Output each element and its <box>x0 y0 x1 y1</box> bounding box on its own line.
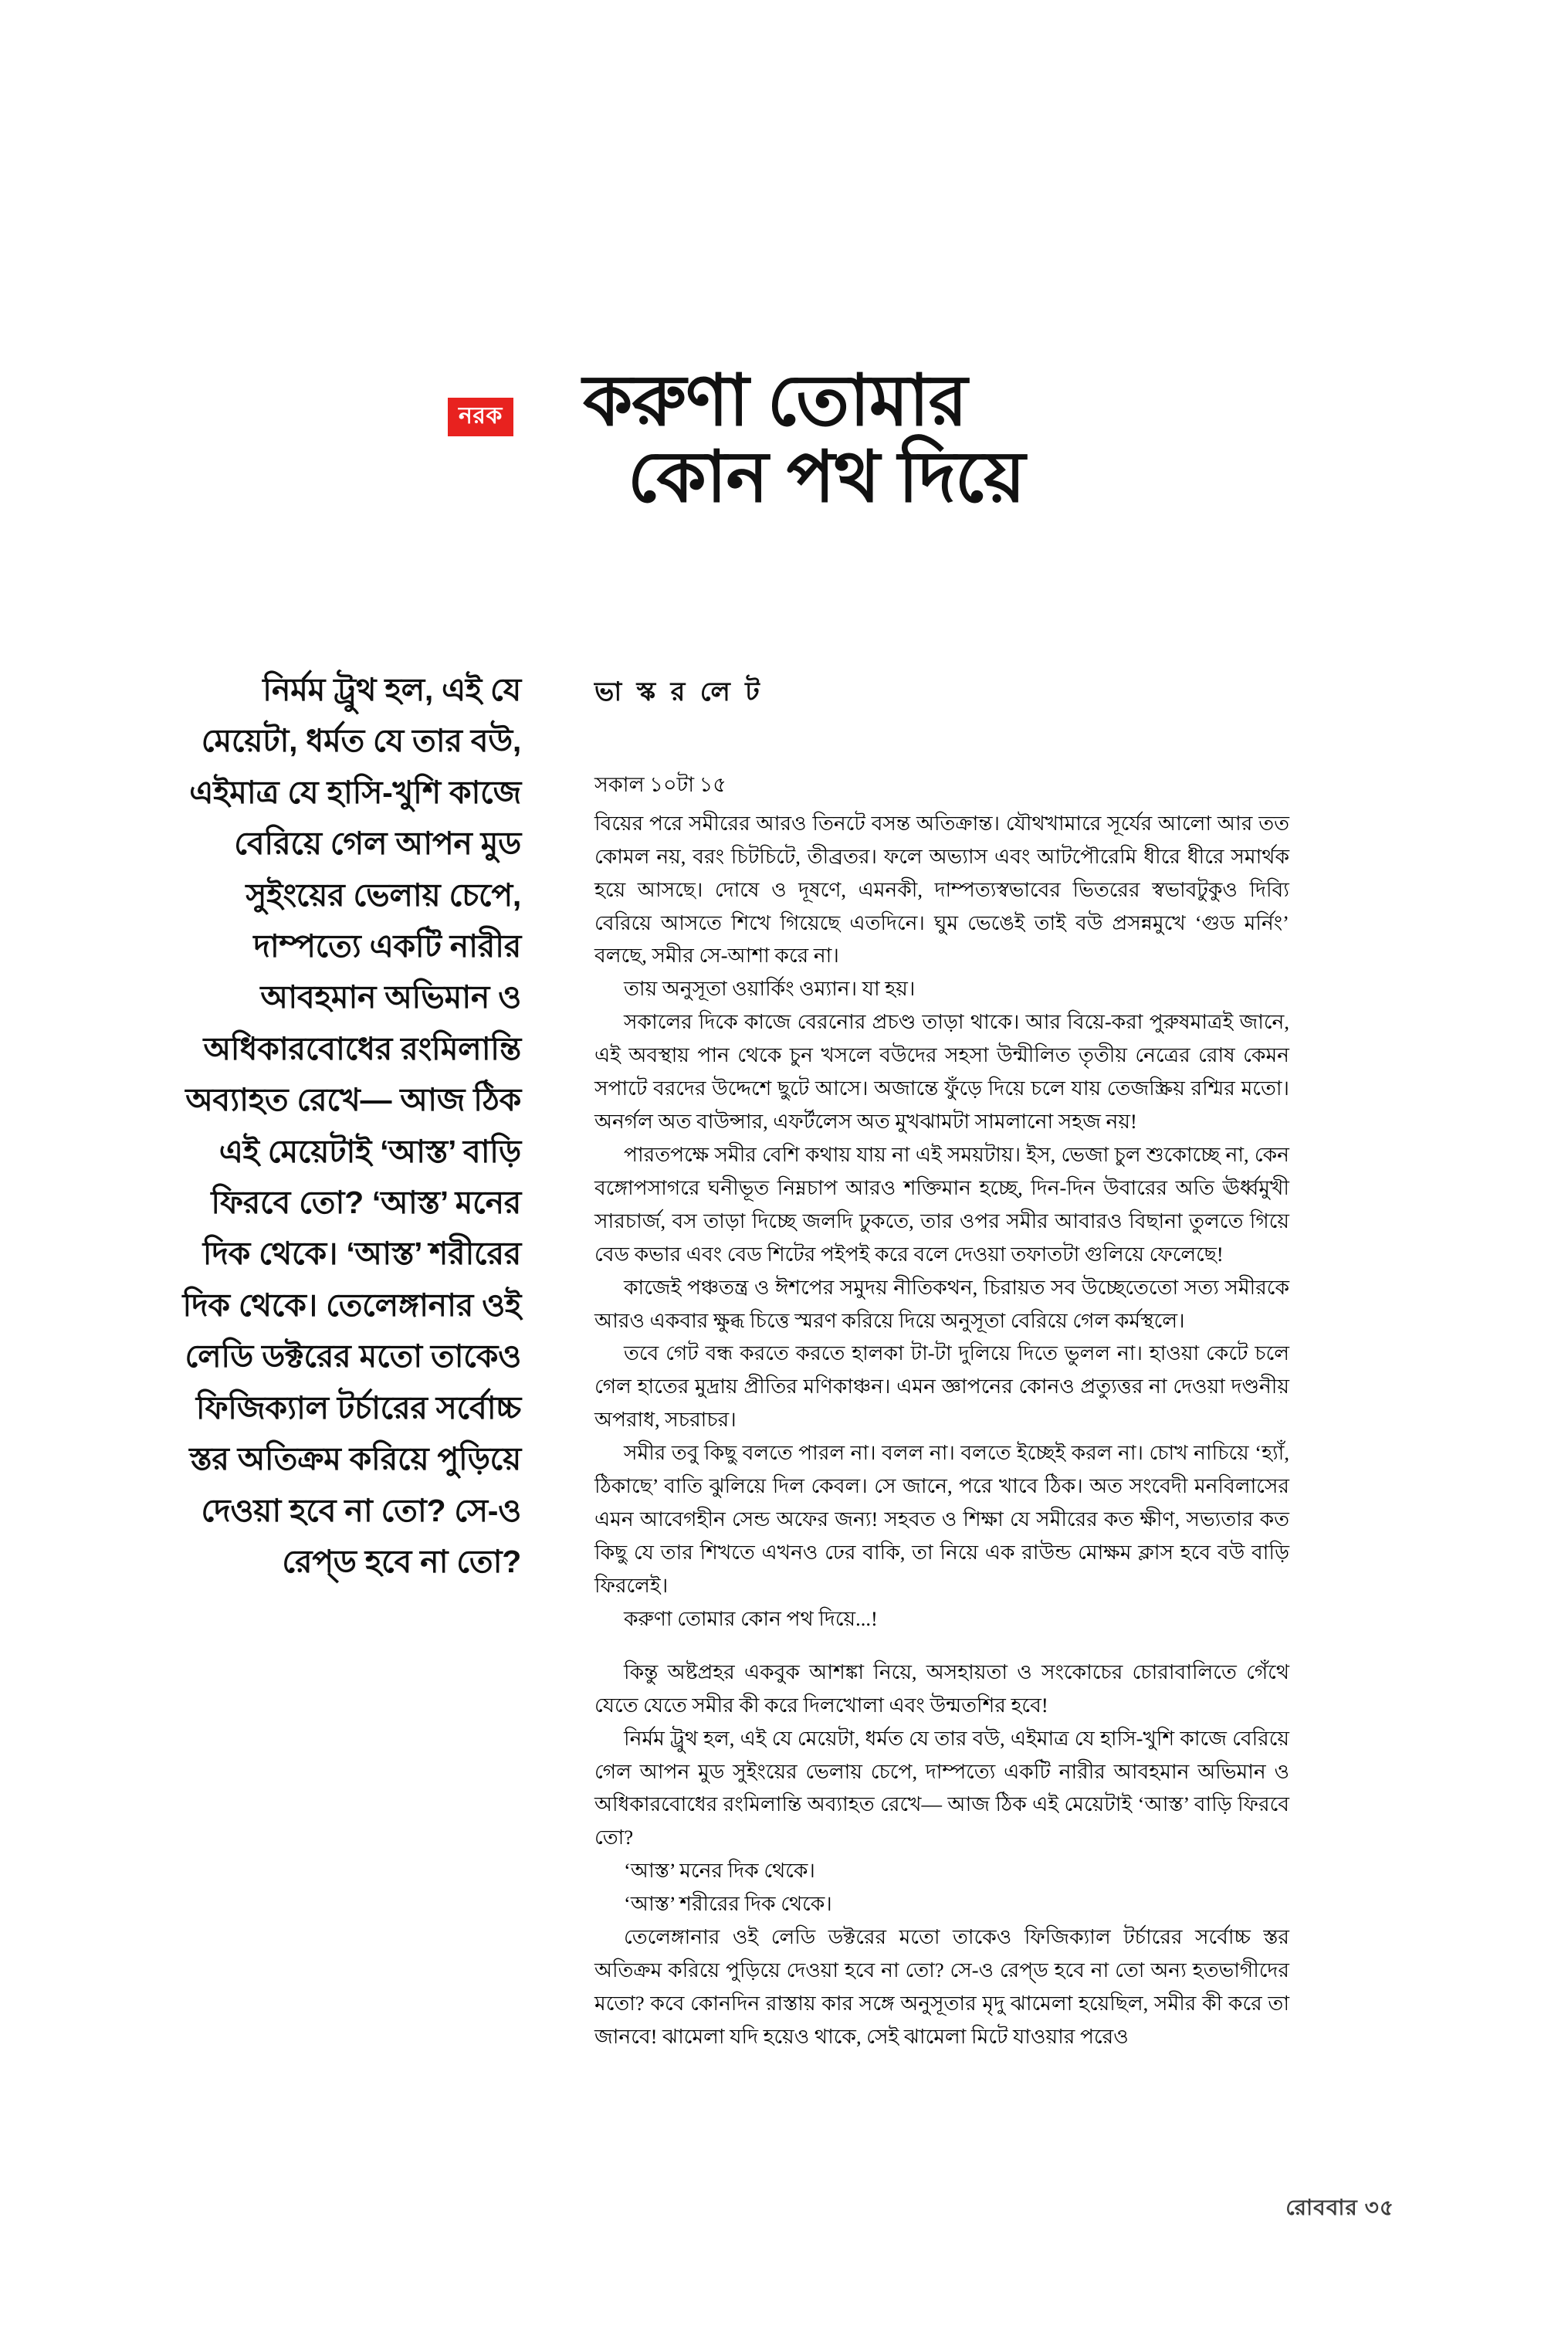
body-paragraph: সকালের দিকে কাজে বেরনোর প্রচণ্ড তাড়া থাকে। আর বিয়ে-করা পুরুষমাত্রই জানে, এই অবস্থায় পান থেকে চুন খসলে বউদের সহসা উন্মীলিত তৃতীয় নেত্রের রোষ কেমন সপাটে বরদের উদ্দেশে ছুটে আসে। অজান্তে ফুঁড়ে দিয়ে চলে যায় তেজস্ক্রিয় রশ্মির মতো। অনর্গল অত বাউন্সার, এফর্টলেস অত মুখঝামটা সামলানো সহজ নয়! <box>594 1010 1289 1134</box>
section-kicker: নরক <box>448 398 513 436</box>
body-paragraph: নির্মম ট্রুথ হল, এই যে মেয়েটা, ধর্মত যে তার বউ, এইমাত্র যে হাসি-খুশি কাজে বেরিয়ে গেল আপন মুড সুইংয়ের ভেলায় চেপে, দাম্পত্যে একটি নারীর আবহমান অভিমান ও অধিকারবোধের রংমিলান্তি অব্যাহত রেখে— আজ ঠিক এই মেয়েটাই ‘আস্ত’ বাড়ি ফিরবে তো? <box>594 1726 1289 1850</box>
body-paragraphs <box>594 807 1289 2053</box>
page-title <box>583 363 1278 517</box>
article-body <box>594 768 1289 2053</box>
timestamp: সকাল ১০টা ১৫ <box>594 773 726 796</box>
pull-quote: নির্মম ট্রুথ হল, এই যে মেয়েটা, ধর্মত যে তার বউ, এইমাত্র যে হাসি-খুশি কাজে বেরিয়ে গেল আপন মুড সুইংয়ের ভেলায় চেপে, দাম্পত্যে একটি নারীর আবহমান অভিমান ও অধিকারবোধের রংমিলান্তি অব্যাহত রেখে— আজ ঠিক এই মেয়েটাই ‘আস্ত’ বাড়ি ফিরবে তো? ‘আস্ত’ মনের দিক থেকে। ‘আস্ত’ শরীরের দিক থেকে। তেলেঙ্গানার ওই লেডি ডক্টরের মতো তাকেও ফিজিক্যাল টর্চারের সর্বোচ্চ স্তর অতিক্রম করিয়ে পুড়িয়ে দেওয়া হবে না তো? সে-ও রেপ্‌ড হবে না তো? <box>182 672 521 1579</box>
headline-line-2: কোন পথ দিয়ে <box>628 438 1025 517</box>
body-paragraph: তেলেঙ্গানার ওই লেডি ডক্টরের মতো তাকেও ফিজিক্যাল টর্চারের সর্বোচ্চ স্তর অতিক্রম করিয়ে পুড়িয়ে দেওয়া হবে না তো? সে-ও রেপ্‌ড হবে না তো অন্য হতভাগীদের মতো? কবে কোনদিন রাস্তায় কার সঙ্গে অনুসূতার মৃদু ঝামেলা হয়েছিল, সমীর কী করে তা জানবে! ঝামেলা যদি হয়েও থাকে, সেই ঝামেলা মিটে যাওয়ার পরেও <box>594 1925 1289 2048</box>
folio: রোববার ৩৫ <box>1285 2195 1394 2219</box>
headline-line-1: করুণা তোমার <box>583 361 967 440</box>
body-paragraph: কিন্তু অষ্টপ্রহর একবুক আশঙ্কা নিয়ে, অসহায়তা ও সংকোচের চোরাবালিতে গেঁথে যেতে যেতে সমীর কী করে দিলখোলা এবং উন্মতশির হবে! <box>594 1660 1289 1717</box>
body-paragraph: সমীর তবু কিছু বলতে পারল না। বলল না। বলতে ইচ্ছেই করল না। চোখ নাচিয়ে ‘হ্যাঁ, ঠিকাছে’ বাতি ঝুলিয়ে দিল কেবল। সে জানে, পরে খাবে ঠিক। অত সংবেদী মনবিলাসের এমন আবেগহীন সেন্ড অফের জন্য! সহবত ও শিক্ষা যে সমীরের কত ক্ষীণ, সভ্যতার কত কিছু যে তার শিখতে এখনও ঢের বাকি, তা নিয়ে এক রাউন্ড মোক্ষম ক্লাস হবে বউ বাড়ি ফিরলেই। <box>594 1441 1289 1597</box>
body-paragraph: করুণা তোমার কোন পথ দিয়ে...! <box>624 1606 878 1630</box>
body-paragraph: ‘আস্ত’ মনের দিক থেকে। <box>624 1859 815 1883</box>
body-paragraph: পারতপক্ষে সমীর বেশি কথায় যায় না এই সময়টায়। ইস, ভেজা চুল শুকোচ্ছে না, কেন বঙ্গোপসাগরে ঘনীভূত নিম্নচাপ আরও শক্তিমান হচ্ছে, দিন-দিন উবারের অতি ঊর্ধ্বমুখী সারচার্জ, বস তাড়া দিচ্ছে জলদি ঢুকতে, তার ওপর সমীর আবারও বিছানা তুলতে গিয়ে বেড কভার এবং বেড শিটের পইপই করে বলে দেওয়া তফাতটা গুলিয়ে ফেলেছে! <box>594 1142 1289 1266</box>
body-paragraph: ‘আস্ত’ শরীরের দিক থেকে। <box>624 1892 832 1916</box>
byline: ভা স্ক র লে ট <box>594 677 764 707</box>
body-paragraph: তবে গেট বন্ধ করতে করতে হালকা টা-টা দুলিয়ে দিতে ভুলল না। হাওয়া কেটে চলে গেল হাতের মুদ্রায় প্রীতির মণিকাঞ্চন। এমন জ্ঞাপনের কোনও প্রত্যুত্তর না দেওয়া দণ্ডনীয় অপরাধ, সচরাচর। <box>594 1341 1289 1432</box>
body-paragraph: বিয়ের পরে সমীরের আরও তিনটে বসন্ত অতিক্রান্ত। যৌথখামারে সূর্যের আলো আর তত কোমল নয়, বরং চিটচিটে, তীব্রতর। ফলে অভ্যাস এবং আটপৌরেমি ধীরে ধীরে সমার্থক হয়ে আসছে। দোষে ও দূষণে, এমনকী, দাম্পত্যস্বভাবের ভিতরের স্বভাবটুকুও দিব্যি বেরিয়ে আসতে শিখে গিয়েছে এতদিনে। ঘুম ভেঙেই তাই বউ প্রসন্নমুখে ‘গুড মর্নিং’ বলছে, সমীর সে-আশা করে না। <box>594 811 1289 968</box>
body-paragraph: তায় অনুসূতা ওয়ার্কিং ওম্যান। যা হয়। <box>624 977 916 1001</box>
body-paragraph: কাজেই পঞ্চতন্ত্র ও ঈশপের সমুদয় নীতিকথন, চিরায়ত সব উচ্ছেতেতো সত্য সমীরকে আরও একবার ক্ষুব্ধ চিত্তে স্মরণ করিয়ে দিয়ে অনুসূতা বেরিয়ে গেল কর্মস্থলে। <box>594 1275 1289 1332</box>
